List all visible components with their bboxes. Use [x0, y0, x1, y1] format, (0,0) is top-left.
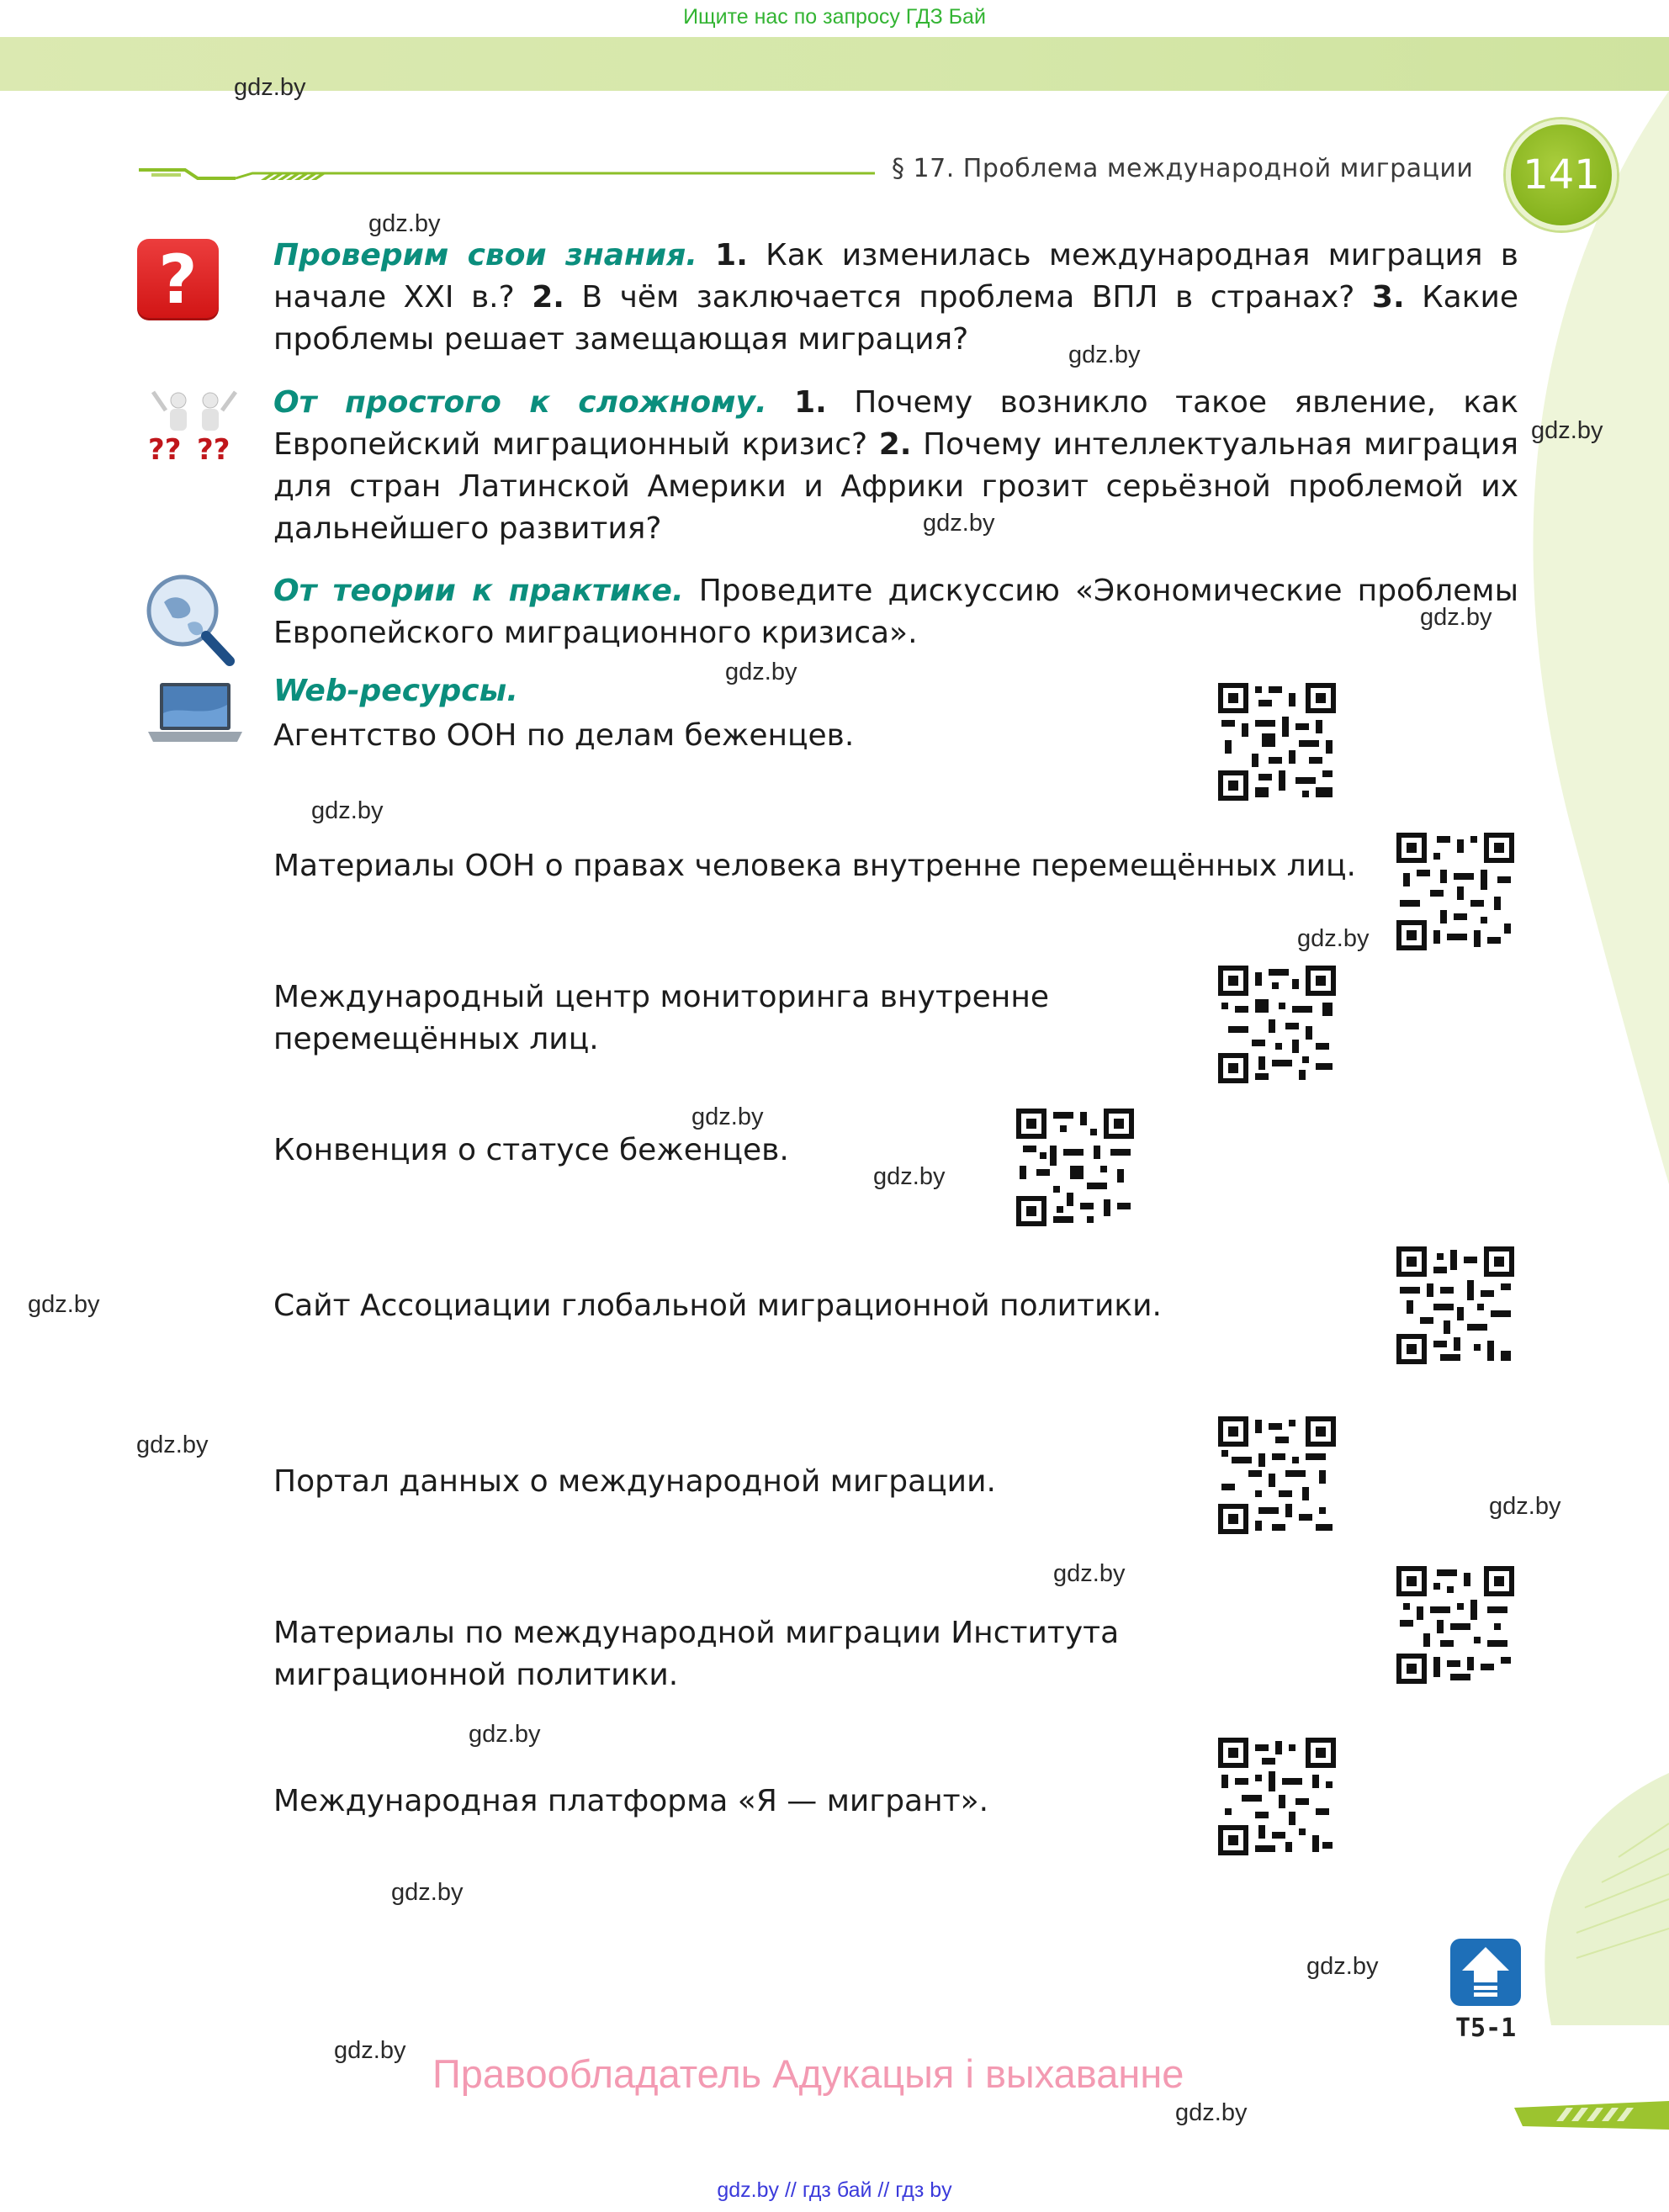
question-number: 1.	[794, 385, 827, 420]
question-number: 2.	[532, 280, 564, 315]
svg-text:??: ??	[148, 433, 182, 467]
simple-to-complex-lead: От простого к сложному.	[273, 385, 767, 420]
running-head: § 17. Проблема международной миграции	[892, 154, 1474, 183]
watermark: gdz.by	[1306, 1953, 1379, 1980]
watermark: gdz.by	[311, 797, 384, 824]
web-resource-item[interactable]	[273, 845, 1356, 887]
watermark: gdz.by	[234, 74, 306, 101]
web-resource-item[interactable]	[273, 976, 1049, 1061]
check-knowledge-lead: Проверим свои знания.	[273, 238, 697, 273]
watermark: gdz.by	[334, 2037, 406, 2064]
question-text: В чём заключается проблема ВПЛ в странах?	[564, 280, 1372, 315]
question-text: Как изменилась международная миграция в начале XXI в.?	[273, 238, 1518, 315]
watermark: gdz.by	[873, 1163, 946, 1190]
page-number-badge	[1506, 119, 1617, 230]
question-icon: ?	[137, 239, 219, 320]
resource-title: Международная платформа «Я — мигрант».	[273, 1784, 989, 1818]
magnifier-globe-icon	[139, 569, 240, 669]
web-resources-title: Web-ресурсы.	[273, 674, 518, 708]
resource-title: Сайт Ассоциации глобальной миграционной политики.	[273, 1289, 1162, 1323]
question-text: Почему возникло такое явление, как Европейский миграционный кризис?	[273, 385, 1518, 462]
resource-title: Портал данных о международной миграции.	[273, 1464, 996, 1499]
page-number: 141	[1523, 151, 1600, 198]
watermark: gdz.by	[923, 510, 995, 537]
link-separator: //	[784, 2178, 797, 2202]
web-resource-item[interactable]	[273, 715, 854, 757]
watermark: gdz.by	[1420, 604, 1492, 631]
question-number: 1.	[715, 238, 748, 273]
bottom-link[interactable]: гдз by	[895, 2178, 952, 2202]
watermark: gdz.by	[1053, 1560, 1126, 1587]
resource-title-line2: миграционной политики.	[273, 1658, 679, 1692]
web-resource-item[interactable]	[273, 1612, 1119, 1696]
theory-to-practice-lead: От теории к практике.	[273, 574, 684, 608]
qr-code[interactable]	[1218, 1738, 1336, 1855]
link-separator: //	[877, 2178, 890, 2202]
watermark: gdz.by	[28, 1291, 100, 1318]
resource-title: Конвенция о статусе беженцев.	[273, 1133, 789, 1167]
watermark: gdz.by	[368, 210, 441, 237]
web-resource-item[interactable]	[273, 1461, 996, 1503]
qr-code[interactable]	[1218, 683, 1336, 801]
qr-code[interactable]	[1396, 1566, 1514, 1684]
theory-to-practice-paragraph	[273, 570, 1518, 654]
watermark: gdz.by	[1531, 417, 1603, 444]
resource-title: Материалы ООН о правах человека внутренне перемещённых лиц.	[273, 849, 1356, 883]
qr-code[interactable]	[1396, 1246, 1514, 1364]
watermark: gdz.by	[725, 659, 797, 685]
up-arrow-icon[interactable]	[1450, 1939, 1521, 2006]
question-text: Почему интеллектуальная миграция для стран Латинской Америки и Африки грозит серьёзной проблемой их дальнейшего развития?	[273, 427, 1519, 546]
simple-to-complex-paragraph	[273, 382, 1518, 550]
bottom-link[interactable]: гдз бай	[802, 2178, 872, 2202]
resource-title: Агентство ООН по делам беженцев.	[273, 718, 855, 753]
t5-label: T5-1	[1455, 2014, 1517, 2043]
laptop-icon	[145, 680, 246, 747]
watermark: gdz.by	[1175, 2099, 1248, 2126]
top-banner[interactable]: Ищите нас по запросу ГДЗ Бай	[683, 5, 986, 29]
watermark: gdz.by	[1068, 341, 1141, 368]
qr-code[interactable]	[1218, 1416, 1336, 1534]
web-resource-item[interactable]	[273, 1130, 789, 1172]
watermark: gdz.by	[136, 1431, 209, 1458]
bottom-link[interactable]: gdz.by	[717, 2178, 780, 2202]
watermark: gdz.by	[1489, 1493, 1561, 1520]
qr-code[interactable]	[1016, 1109, 1134, 1226]
svg-text:??: ??	[197, 433, 230, 467]
resource-title: Международный центр мониторинга внутренне	[273, 980, 1050, 1014]
bottom-links	[0, 2178, 1669, 2203]
watermark: gdz.by	[469, 1721, 541, 1748]
web-resource-item[interactable]	[273, 1781, 988, 1823]
header-decoration	[135, 158, 892, 192]
watermark: gdz.by	[391, 1879, 464, 1906]
question-text: Какие проблемы решает замещающая миграция?	[273, 280, 1519, 357]
watermark: gdz.by	[691, 1103, 764, 1130]
theory-to-practice-text: Проведите дискуссию «Экономические проблемы Европейского миграционного кризиса».	[273, 574, 1519, 650]
qr-code[interactable]	[1396, 833, 1514, 950]
decorative-swirl	[1450, 91, 1669, 2025]
resource-title-line2: перемещённых лиц.	[273, 1022, 599, 1056]
copyright-notice: Правообладатель Адукацыя і выхаванне	[432, 2051, 1184, 2096]
check-knowledge-paragraph	[273, 235, 1518, 361]
web-resource-item[interactable]	[273, 1285, 1162, 1327]
question-number: 2.	[878, 427, 912, 462]
qr-code[interactable]	[1218, 966, 1336, 1083]
question-number: 3.	[1371, 280, 1405, 315]
watermark: gdz.by	[1297, 925, 1370, 952]
resource-title: Материалы по международной миграции Института	[273, 1616, 1120, 1650]
footer-decoration	[1506, 2077, 1669, 2145]
thinking-people-icon	[145, 385, 246, 469]
